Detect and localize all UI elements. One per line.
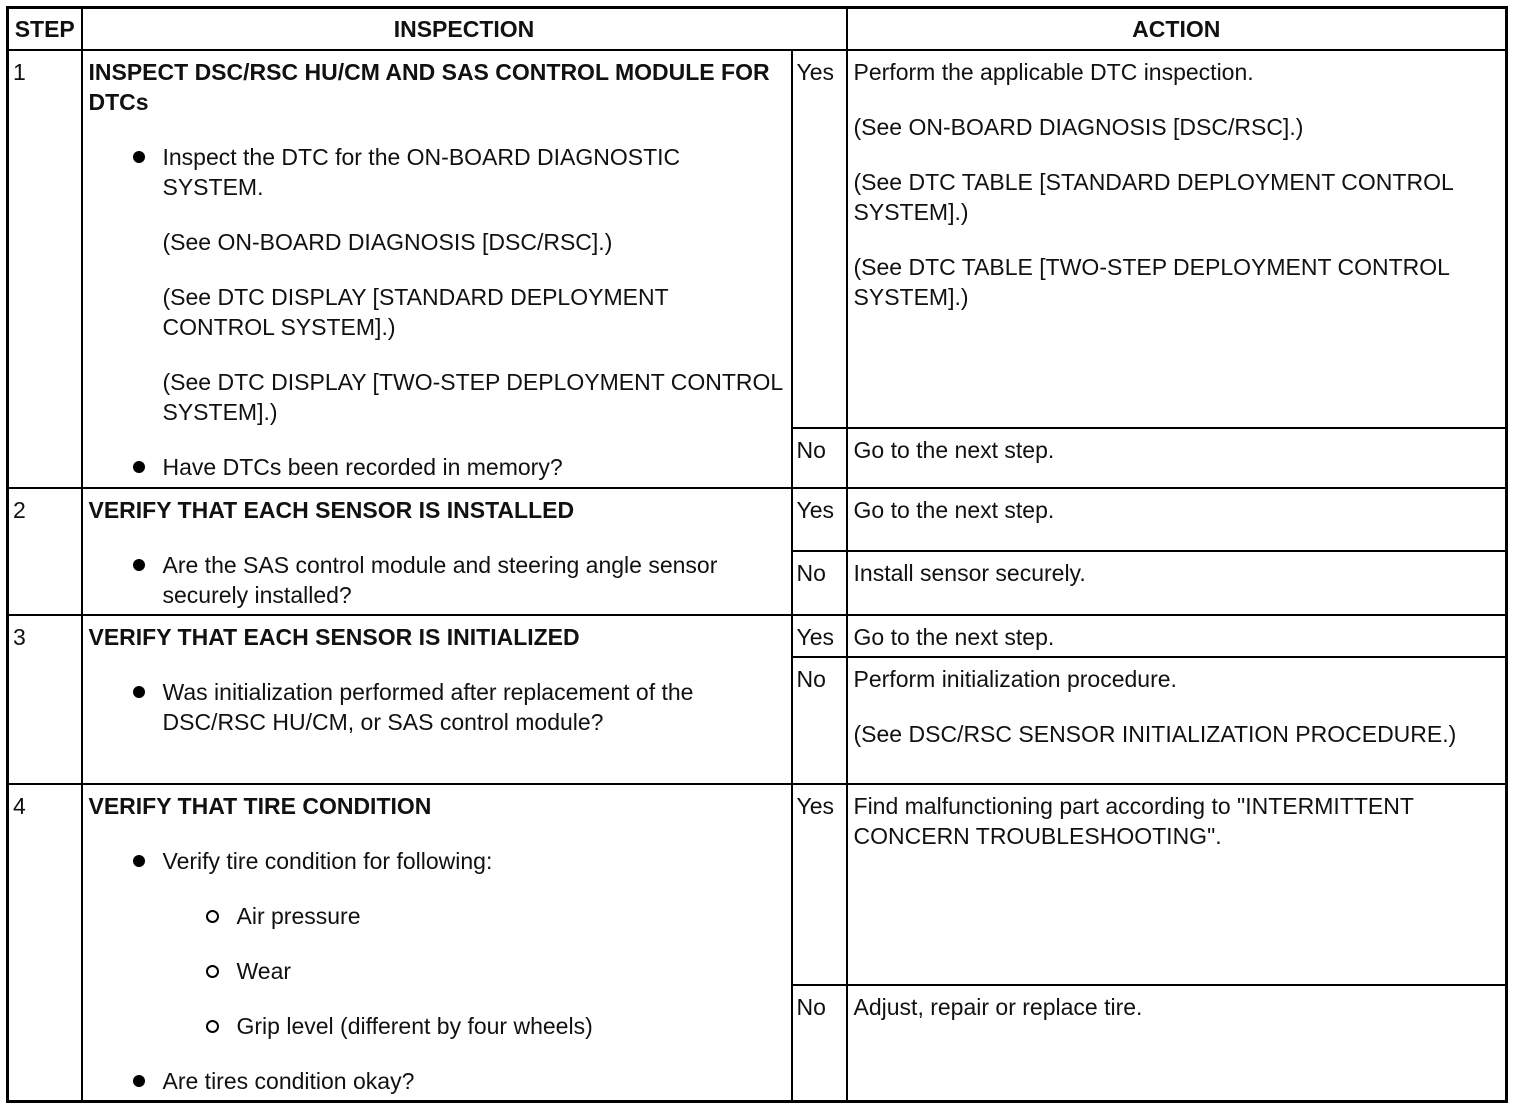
action-text: Perform the applicable DTC inspection.	[853, 59, 1254, 85]
yes-label: Yes	[792, 50, 847, 428]
step-3-yes-row	[8, 615, 1507, 657]
question-text: Are the SAS control module and steering angle sensor securely installed?	[162, 552, 718, 608]
step-2-yes-row	[8, 488, 1507, 551]
no-label: No	[792, 657, 847, 784]
step-1-yes-row	[8, 50, 1507, 428]
sub-bullet-list	[163, 901, 785, 1041]
action-text: Adjust, repair or replace tire.	[853, 994, 1143, 1020]
sub-list-item: Grip level (different by four wheels)	[163, 1011, 785, 1041]
header-action: ACTION	[847, 8, 1507, 51]
yes-label: Yes	[792, 488, 847, 551]
yes-action	[847, 50, 1507, 428]
no-label: No	[792, 985, 847, 1102]
list-item	[89, 452, 785, 482]
bullet-list	[89, 846, 785, 1096]
yes-action	[847, 784, 1507, 985]
no-label: No	[792, 551, 847, 615]
question-text: Are tires condition okay?	[162, 1068, 415, 1094]
question-text: Was initialization performed after replacement of the DSC/RSC HU/CM, or SAS control module?	[162, 679, 694, 735]
step-number: 1	[8, 50, 82, 488]
action-text: (See ON-BOARD DIAGNOSIS [DSC/RSC].)	[853, 114, 1304, 140]
yes-action	[847, 615, 1507, 657]
step-inspection	[82, 615, 792, 784]
action-text: (See DSC/RSC SENSOR INITIALIZATION PROCEDURE.)	[853, 721, 1457, 747]
no-action	[847, 428, 1507, 488]
action-text: Find malfunctioning part according to "INTERMITTENT CONCERN TROUBLESHOOTING".	[853, 793, 1414, 849]
reference-text: (See DTC DISPLAY [STANDARD DEPLOYMENT CONTROL SYSTEM].)	[162, 284, 669, 340]
list-item	[89, 677, 785, 737]
no-label: No	[792, 428, 847, 488]
step-inspection	[82, 784, 792, 1102]
list-item	[89, 550, 785, 610]
step-title: INSPECT DSC/RSC HU/CM AND SAS CONTROL MODULE FOR DTCs	[88, 59, 770, 115]
yes-action	[847, 488, 1507, 551]
step-title: VERIFY THAT TIRE CONDITION	[88, 793, 432, 819]
step-4-yes-row	[8, 784, 1507, 985]
step-number: 3	[8, 615, 82, 784]
bullet-text: Inspect the DTC for the ON-BOARD DIAGNOSTIC SYSTEM.	[162, 144, 681, 200]
bullet-text: Verify tire condition for following:	[162, 848, 493, 874]
action-text: Perform initialization procedure.	[853, 666, 1177, 692]
bullet-list	[89, 142, 785, 482]
list-item	[89, 1066, 785, 1096]
sub-list-item: Air pressure	[163, 901, 785, 931]
no-action	[847, 985, 1507, 1102]
diagnostic-table	[6, 6, 1508, 1103]
step-inspection	[82, 488, 792, 615]
step-number: 2	[8, 488, 82, 615]
no-action	[847, 657, 1507, 784]
bullet-list	[89, 677, 785, 737]
step-title: VERIFY THAT EACH SENSOR IS INITIALIZED	[88, 624, 580, 650]
action-text: Install sensor securely.	[853, 560, 1086, 586]
header-inspection: INSPECTION	[82, 8, 847, 51]
yes-label: Yes	[792, 784, 847, 985]
no-action	[847, 551, 1507, 615]
header-row	[8, 8, 1507, 51]
header-step: STEP	[8, 8, 82, 51]
step-number: 4	[8, 784, 82, 1102]
sub-list-item: Wear	[163, 956, 785, 986]
action-text: Go to the next step.	[853, 624, 1055, 650]
question-text: Have DTCs been recorded in memory?	[162, 454, 563, 480]
reference-text: (See ON-BOARD DIAGNOSIS [DSC/RSC].)	[162, 229, 613, 255]
action-text: (See DTC TABLE [TWO-STEP DEPLOYMENT CONTROL SYSTEM].)	[853, 254, 1450, 310]
list-item	[89, 846, 785, 1041]
action-text: Go to the next step.	[853, 437, 1055, 463]
yes-label: Yes	[792, 615, 847, 657]
step-title: VERIFY THAT EACH SENSOR IS INSTALLED	[88, 497, 575, 523]
action-text: Go to the next step.	[853, 497, 1055, 523]
reference-text: (See DTC DISPLAY [TWO-STEP DEPLOYMENT CONTROL SYSTEM].)	[162, 369, 783, 425]
action-text: (See DTC TABLE [STANDARD DEPLOYMENT CONTROL SYSTEM].)	[853, 169, 1453, 225]
step-inspection	[82, 50, 792, 488]
bullet-list	[89, 550, 785, 610]
list-item	[89, 142, 785, 427]
